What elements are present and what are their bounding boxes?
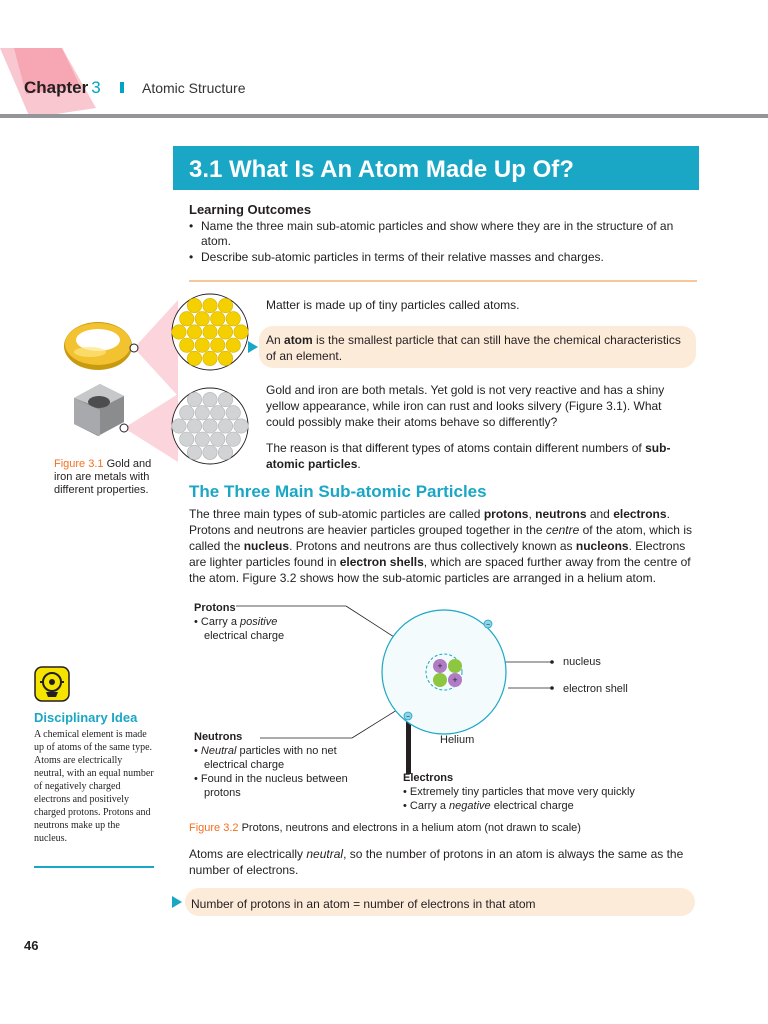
electrons-bullet: • Extremely tiny particles that move very quickly	[403, 786, 635, 798]
figure-3-1-illustration	[60, 286, 250, 466]
text-run: Carry a	[200, 616, 241, 628]
subsection-title: The Three Main Sub-atomic Particles	[189, 482, 487, 501]
leader-dot	[550, 686, 554, 690]
atom-particle	[211, 312, 225, 326]
bold-term: nucleons	[575, 539, 629, 553]
atom-particle	[187, 351, 201, 365]
atom-particle	[203, 419, 217, 433]
atom-particle	[187, 392, 201, 406]
learning-outcomes-title: Learning Outcomes	[189, 202, 312, 217]
helium-label: Helium	[440, 734, 475, 746]
iron-atoms-lattice	[172, 388, 248, 464]
atom-particle	[203, 298, 217, 312]
text-run: Atoms are electrically	[189, 847, 307, 861]
bold-term: electron shells	[339, 555, 424, 569]
atom-particle	[180, 312, 194, 326]
protons-heading: Protons	[194, 602, 236, 614]
atom-particle	[203, 445, 217, 459]
text-run: An	[266, 333, 285, 347]
neutrons-bullet: • Neutral particles with no net	[194, 745, 337, 757]
atom-particle	[187, 419, 201, 433]
matter-paragraph: Matter is made up of tiny particles called atoms.	[266, 298, 520, 312]
bold-term: neutrons	[535, 507, 587, 521]
atom-particle	[226, 432, 240, 446]
electrons-description	[403, 771, 635, 813]
atom-particle	[180, 338, 194, 352]
text-run: . Protons and neutrons are heavier particles grouped together in the	[189, 507, 670, 537]
italic-term: negative	[449, 800, 491, 812]
figure-3-2-caption	[189, 822, 581, 834]
chapter-number: 3	[91, 78, 101, 97]
neutrons-bullet-cont: protons	[204, 787, 241, 799]
text-run: ,	[528, 507, 536, 521]
figure-label: Figure 3.2	[189, 822, 239, 834]
neutron	[433, 673, 447, 687]
neutrons-bullet-cont: electrical charge	[204, 759, 285, 771]
chapter-separator	[120, 82, 124, 93]
protons-description	[194, 601, 284, 643]
atom-particle	[172, 325, 186, 339]
electrons-pointer	[406, 718, 411, 774]
sidebar-rule	[34, 866, 154, 868]
atom-particle	[203, 392, 217, 406]
arrow-right-icon	[248, 341, 258, 353]
neutrons-bullet: • Found in the nucleus between	[194, 773, 348, 785]
atom-particle	[180, 432, 194, 446]
formula-text: Number of protons in an atom = number of electrons in that atom	[191, 897, 536, 911]
learning-outcomes-rule	[189, 280, 697, 282]
chapter-word: Chapter	[24, 78, 89, 97]
learning-outcome-text: Name the three main sub-atomic particles and show where they are in the structure of an atom.	[201, 219, 674, 248]
text-run: of the atom, which is called the	[189, 523, 692, 553]
atom-particle	[180, 406, 194, 420]
iron-zoom-point	[120, 424, 128, 432]
text-run: , so the number of protons in an atom is always the same as the number of electrons.	[189, 847, 684, 877]
atom-particle	[195, 312, 209, 326]
reason-paragraph	[266, 440, 686, 472]
atom-particle	[226, 338, 240, 352]
atom-particle	[187, 298, 201, 312]
electron-symbol: −	[485, 622, 491, 629]
text-run: .	[357, 457, 361, 471]
atom-particle	[218, 325, 232, 339]
electron-shell-label: electron shell	[563, 683, 628, 695]
text-run: The three main types of sub-atomic particles are called	[189, 507, 484, 521]
protons-bullet: • Carry a positive	[194, 616, 278, 628]
text-run: Extremely tiny particles that move very quickly	[409, 786, 635, 798]
atom-particle	[218, 351, 232, 365]
electrons-heading: Electrons	[403, 772, 454, 784]
bold-term: sub-atomic particles	[266, 441, 671, 471]
header-rule	[0, 114, 768, 118]
gold-zoom-point	[130, 344, 138, 352]
atom-particle	[211, 338, 225, 352]
atom-particle	[218, 392, 232, 406]
figure-3-1-caption	[54, 458, 164, 497]
chapter-title: Atomic Structure	[142, 80, 246, 96]
leader-dot	[550, 660, 554, 664]
disciplinary-idea-title: Disciplinary Idea	[34, 710, 138, 725]
atom-particle	[195, 406, 209, 420]
italic-term: neutral	[306, 847, 344, 861]
gold-iron-paragraph: Gold and iron are both metals. Yet gold is not very reactive and has a shiny yellow appearance, while iron can rust and looks silvery (Figure 3.1). What could possibly make their atoms behave so differently?	[266, 383, 665, 429]
gold-ring-image	[64, 322, 132, 370]
atom-particle	[203, 351, 217, 365]
learning-outcome-text: Describe sub-atomic particles in terms of their relative masses and charges.	[201, 250, 604, 264]
proton-symbol: +	[437, 661, 443, 671]
section-title: 3.1 What Is An Atom Made Up Of?	[173, 146, 699, 190]
protons-bullet-cont: electrical charge	[204, 630, 285, 642]
atom-particle	[218, 445, 232, 459]
neutral-paragraph	[189, 846, 699, 878]
electrons-bullet: • Carry a negative electrical charge	[403, 800, 574, 812]
learning-outcome-item: • Name the three main sub-atomic particles and show where they are in the structure of an atom.	[189, 219, 689, 249]
page-number: 46	[24, 938, 39, 953]
text-run: . Electrons are lighter particles found in	[189, 539, 686, 569]
atom-particle	[203, 325, 217, 339]
electron-symbol: −	[405, 714, 411, 721]
text-run: particles with no net	[236, 745, 337, 757]
iron-zoom-wedge	[124, 394, 178, 462]
text-run: The reason is that different types of atoms contain different numbers of	[266, 441, 646, 455]
text-run: . Protons and neutrons are thus collectively known as	[289, 539, 576, 553]
text-run: Carry a	[409, 800, 450, 812]
atom-particle	[195, 338, 209, 352]
atom-particle	[218, 298, 232, 312]
atom-particle	[211, 406, 225, 420]
italic-term: positive	[240, 616, 278, 628]
text-run: electrical charge	[490, 800, 574, 812]
disciplinary-idea-text: A chemical element is made up of atoms of the same type. Atoms are electrically neutral, with an equal number of negatively charged electrons and positively charged protons. Protons and neutrons make up the nucleus.	[34, 729, 154, 844]
nucleus-label: nucleus	[563, 656, 601, 668]
neutrons-description	[194, 730, 348, 800]
neutron	[448, 659, 462, 673]
arrow-right-icon	[172, 896, 182, 908]
bold-term: protons	[483, 507, 529, 521]
italic-term: Neutral	[200, 745, 237, 757]
atom-particle	[226, 312, 240, 326]
atom-particle	[234, 419, 248, 433]
atom-particle	[187, 445, 201, 459]
atom-particle	[226, 406, 240, 420]
atom-particle	[172, 419, 186, 433]
atom-particle	[211, 432, 225, 446]
text-run: Found in the nucleus between	[200, 773, 348, 785]
gold-atoms-lattice	[172, 294, 248, 370]
disciplinary-idea-icon	[34, 666, 70, 702]
text-run: and	[586, 507, 614, 521]
text-run: is the smallest particle that can still have the chemical characteristics of an element.	[266, 333, 681, 363]
atom-particle	[187, 325, 201, 339]
caption-text: Protons, neutrons and electrons in a helium atom (not drawn to scale)	[241, 822, 581, 834]
italic-term: centre	[545, 523, 580, 537]
gold-zoom-wedge	[134, 300, 178, 396]
proton-symbol: +	[452, 675, 458, 685]
iron-nut-image	[74, 384, 124, 436]
bold-term: nucleus	[243, 539, 290, 553]
atom-definition	[266, 332, 691, 364]
text-run: , which are spaced further away from the centre of the atom. Figure 3.2 shows how the sub-atomic particles are arranged in a helium atom.	[189, 555, 691, 585]
particles-paragraph	[189, 506, 694, 586]
atom-particle	[234, 325, 248, 339]
chapter-label	[24, 78, 101, 98]
learning-outcome-item: • Describe sub-atomic particles in terms of their relative masses and charges.	[189, 250, 604, 264]
bold-term: atom	[284, 333, 313, 347]
bold-term: electrons	[613, 507, 667, 521]
neutrons-heading: Neutrons	[194, 731, 243, 743]
figure-label: Figure 3.1	[54, 458, 104, 470]
atom-particle	[195, 432, 209, 446]
atom-particle	[218, 419, 232, 433]
caption-text: Gold and iron are metals with different properties.	[54, 458, 152, 496]
